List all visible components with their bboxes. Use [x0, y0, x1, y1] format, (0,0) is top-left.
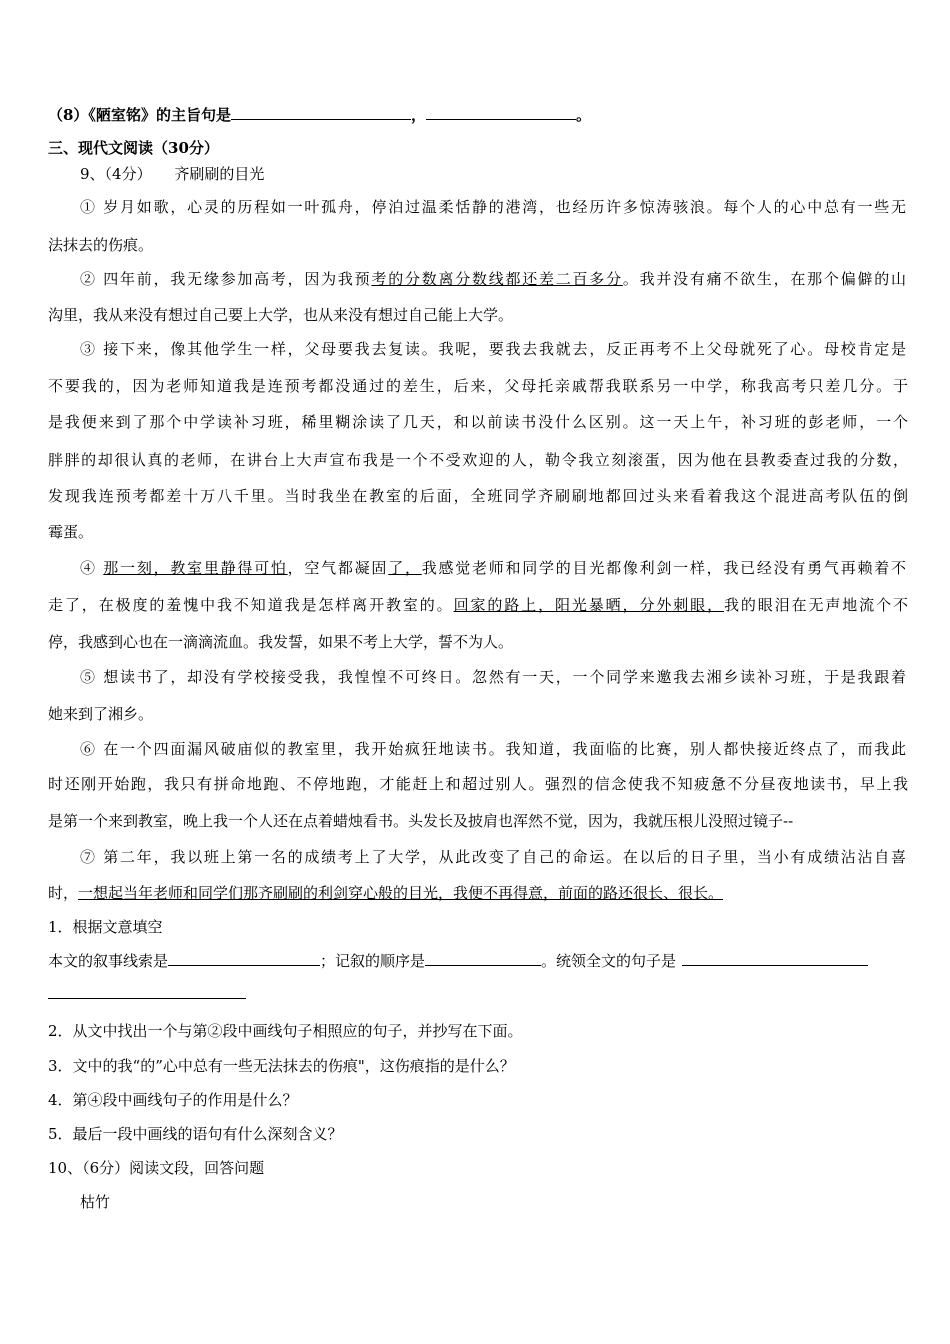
q9-heading	[80, 163, 940, 184]
text: ；记叙的顺序是	[320, 952, 426, 970]
passage-p3-line4: 胖胖的却很认真的老师，在讲台上大声宣布我是一个不受欢迎的人，勒令我立刻滚蛋，因为他在县教委查过我的分数，	[48, 451, 908, 469]
answer-blank	[425, 951, 541, 966]
q9-label: 9、（4分）	[80, 165, 152, 183]
underlined-sentence: 了，	[388, 559, 422, 577]
passage-p3-line2: 不要我的，因为老师知道我是连预考都没通过的差生，后来，父母托亲戚帮我联系另一中学，称我高考只差几分。于	[48, 377, 908, 395]
underlined-sentence: 那一刻，教室里静得可怕	[103, 559, 288, 577]
passage-p6-line2: 时还刚开始跑，我只有拼命地跑、不停地跑，才能赶上和超过别人。强烈的信念使我不知疲惫不分昼夜地读书，早上我	[48, 775, 908, 793]
answer-blank	[48, 984, 246, 999]
passage-p4-line3: 停，我感到心也在一滴滴流血。我发誓，如果不考上大学，誓不为人。	[48, 633, 514, 651]
passage-p5-line2: 她来到了湘乡。	[48, 705, 154, 723]
text: 我感觉老师和同学的目光都像利剑一样，我已经没有勇气再赖着不	[421, 559, 906, 577]
answer-blank	[231, 105, 411, 120]
q2: 2．从文中找出一个与第②段中画线句子相照应的句子，并抄写在下面。	[48, 1022, 523, 1040]
q8-prefix: （8）《陋室铭》的主旨句是	[48, 106, 231, 124]
underlined-sentence: 回家的路上，阳光暴晒，分外刺眼，	[453, 596, 724, 614]
passage-p1-line1: ① 岁月如歌，心灵的历程如一叶孤舟，停泊过温柔恬静的港湾，也经历许多惊涛骇浪。每个人的心中总有一些无	[80, 198, 906, 216]
text: ，空气都凝固	[287, 559, 389, 577]
answer-blank	[682, 951, 868, 966]
passage-p6-line3: 是第一个来到教室，晚上我一个人还在点着蜡烛看书。头发长及披肩也浑然不觉，因为，我就压根儿没照过镜子--	[48, 812, 794, 830]
text: ④	[80, 559, 104, 577]
passage-p2-line1	[80, 268, 906, 289]
text: 。统领全文的句子是	[541, 952, 677, 970]
passage-p3-line6: 霉蛋。	[48, 523, 94, 541]
passage-p1-line2: 法抹去的伤痕。	[48, 236, 154, 254]
text: 走了，在极度的羞愧中我不知道我是怎样离开教室的。	[48, 596, 454, 614]
q8-line	[48, 104, 908, 125]
text: 。我并没有痛不欲生，在那个偏僻的山	[622, 270, 906, 288]
passage-p7-line1: ⑦ 第二年，我以班上第一名的成绩考上了大学，从此改变了自己的命运。在以后的日子里，当小有成绩沾沾自喜	[80, 848, 906, 866]
passage-p3-line5: 发现我连预考都差十万八千里。当时我坐在教室的后面，全班同学齐刷刷地都回过头来看着我这个混进高考队伍的倒	[48, 487, 908, 505]
passage-p4-line2	[48, 594, 908, 615]
q10: 10、（6分）阅读文段，回答问题	[48, 1159, 265, 1177]
passage-p7-line2	[48, 882, 908, 903]
q3: 3．文中的我“的”心中总有一些无法抹去的伤痕"，这伤痕指的是什么？	[48, 1057, 515, 1075]
passage-p3-line3: 是我便来到了那个中学读补习班，稀里糊涂读了几天，和以前读书没什么区别。这一天上午，补习班的彭老师，一个	[48, 413, 908, 431]
q5: 5．最后一段中画线的语句有什么深刻含义？	[48, 1125, 343, 1143]
q8-separator: ，	[410, 106, 426, 124]
underlined-sentence: 考的分数离分数线都还差二百多分	[371, 270, 623, 288]
section-heading: 三、现代文阅读（30分）	[48, 139, 219, 157]
underlined-sentence: 一想起当年老师和同学们那齐刷刷的利剑穿心般的目光，我便不再得意，前面的路还很长、很长。	[78, 884, 724, 902]
passage-p6-line1: ⑥ 在一个四面漏风破庙似的教室里，我开始疯狂地读书。我知道，我面临的比赛，别人都快接近终点了，而我此	[80, 740, 906, 758]
q10-passage-title: 枯竹	[80, 1193, 111, 1211]
text: 时，	[48, 884, 79, 902]
q1-fill-line-2	[48, 984, 908, 1003]
passage-p4-line1	[80, 557, 906, 578]
q8-end: 。	[575, 106, 591, 124]
text: 我的眼泪在无声地流个不	[723, 596, 908, 614]
q4: 4．第④段中画线句子的作用是什么？	[48, 1091, 298, 1109]
answer-blank	[426, 105, 576, 120]
q1-title: 1．根据文意填空	[48, 918, 163, 936]
q1-fill-line	[48, 950, 908, 971]
passage-p5-line1: ⑤ 想读书了，却没有学校接受我，我惶惶不可终日。忽然有一天，一个同学来邀我去湘乡读补习班，于是我跟着	[80, 668, 906, 686]
answer-blank	[168, 951, 320, 966]
passage-p3-line1: ③ 接下来，像其他学生一样，父母要我去复读。我呢，要我去我就去，反正再考不上父母就死了心。母校肯定是	[80, 340, 906, 358]
passage-title: 齐刷刷的目光	[174, 165, 265, 183]
passage-p2-line2: 沟里，我从来没有想过自己要上大学，也从来没有想过自己能上大学。	[48, 306, 514, 324]
text: ② 四年前，我无缘参加高考，因为我预	[80, 270, 372, 288]
text: 本文的叙事线索是	[48, 952, 169, 970]
